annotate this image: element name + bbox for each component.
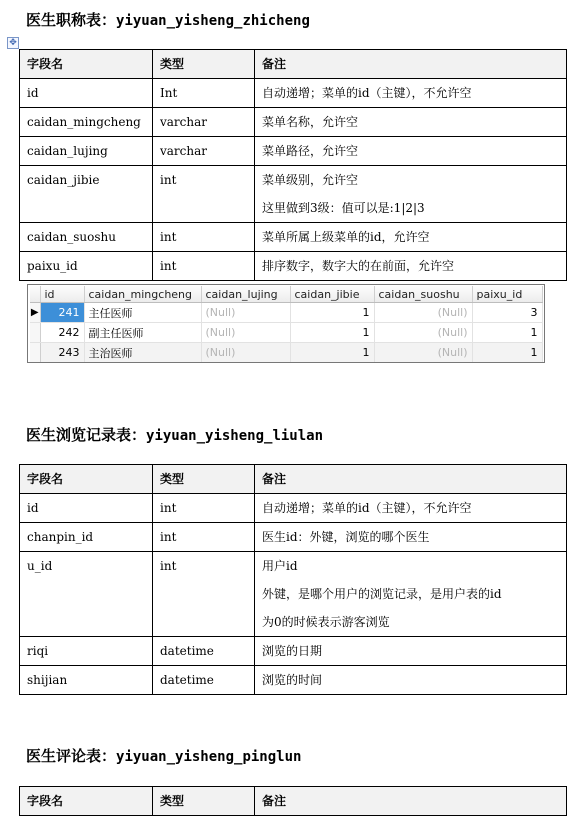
grid-cell-caidan-jibie[interactable]: 1 bbox=[290, 323, 374, 343]
grid-column-header[interactable]: id bbox=[40, 286, 84, 303]
column-header: 字段名 bbox=[20, 465, 153, 494]
column-header: 备注 bbox=[255, 50, 567, 79]
row-indicator[interactable] bbox=[30, 343, 40, 363]
grid-row[interactable] bbox=[30, 323, 542, 343]
column-header: 字段名 bbox=[20, 50, 153, 79]
note-line: 自动递增；菜单的id（主键），不允许空 bbox=[262, 86, 472, 100]
table-row bbox=[20, 523, 567, 552]
column-header: 类型 bbox=[153, 787, 255, 816]
grid-cell-caidan-lujing[interactable]: (Null) bbox=[201, 303, 290, 323]
table-row bbox=[20, 252, 567, 281]
section-title-pinglun bbox=[26, 745, 301, 766]
grid-cell-caidan-jibie[interactable]: 1 bbox=[290, 343, 374, 363]
field-name-cell: id bbox=[20, 79, 153, 108]
grid-cell-caidan-suoshu[interactable]: (Null) bbox=[374, 303, 472, 323]
title-cn: 医生浏览记录表： bbox=[26, 426, 147, 444]
grid-column-header[interactable]: paixu_id bbox=[472, 286, 542, 303]
grid-row[interactable] bbox=[30, 303, 542, 323]
field-type-cell: datetime bbox=[153, 637, 255, 666]
field-type-cell: int bbox=[153, 552, 255, 637]
note-line: 这里做到3级：值可以是:1|2|3 bbox=[262, 201, 425, 215]
column-header: 类型 bbox=[153, 465, 255, 494]
section-title-liulan bbox=[26, 424, 323, 445]
table-row bbox=[20, 137, 567, 166]
field-name-cell: paixu_id bbox=[20, 252, 153, 281]
grid-cell-caidan-suoshu[interactable]: (Null) bbox=[374, 343, 472, 363]
field-note-cell bbox=[255, 523, 567, 552]
field-type-cell: int bbox=[153, 523, 255, 552]
table-liulan bbox=[19, 464, 567, 695]
field-type-cell: Int bbox=[153, 79, 255, 108]
header-row bbox=[20, 787, 567, 816]
grid-cell-caidan-lujing[interactable]: (Null) bbox=[201, 323, 290, 343]
field-note-cell bbox=[255, 137, 567, 166]
grid-cell-caidan-suoshu[interactable]: (Null) bbox=[374, 323, 472, 343]
note-line: 菜单级别，允许空 bbox=[262, 173, 359, 187]
row-indicator[interactable]: ▶ bbox=[30, 303, 40, 323]
title-table-name: yiyuan_yisheng_liulan bbox=[146, 428, 324, 444]
note-line: 菜单路径，允许空 bbox=[262, 144, 359, 158]
table-row bbox=[20, 666, 567, 695]
grid-cell-caidan-jibie[interactable]: 1 bbox=[290, 303, 374, 323]
title-table-name: yiyuan_yisheng_pinglun bbox=[116, 749, 302, 765]
note-line: 排序数字，数字大的在前面，允许空 bbox=[262, 259, 455, 273]
note-line: 用户id bbox=[262, 559, 298, 573]
table-row bbox=[20, 79, 567, 108]
row-indicator-header bbox=[30, 286, 40, 303]
grid-cell-paixu-id[interactable]: 3 bbox=[472, 303, 542, 323]
column-header: 字段名 bbox=[20, 787, 153, 816]
note-line: 浏览的时间 bbox=[262, 673, 323, 687]
field-name-cell: caidan_jibie bbox=[20, 166, 153, 223]
note-line: 菜单所属上级菜单的id，允许空 bbox=[262, 230, 430, 244]
field-note-cell bbox=[255, 252, 567, 281]
note-line: 为0的时候表示游客浏览 bbox=[262, 615, 390, 629]
note-line: 医生id：外键，浏览的哪个医生 bbox=[262, 530, 430, 544]
grid-cell-caidan-mingcheng[interactable]: 主任医师 bbox=[84, 303, 201, 323]
field-name-cell: chanpin_id bbox=[20, 523, 153, 552]
table-row bbox=[20, 552, 567, 637]
note-line: 自动递增；菜单的id（主键），不允许空 bbox=[262, 501, 472, 515]
row-indicator[interactable] bbox=[30, 323, 40, 343]
field-name-cell: caidan_lujing bbox=[20, 137, 153, 166]
column-header: 备注 bbox=[255, 787, 567, 816]
grid-cell-id[interactable]: 243 bbox=[40, 343, 84, 363]
grid-cell-id[interactable]: 241 bbox=[40, 303, 84, 323]
field-note-cell bbox=[255, 223, 567, 252]
grid-column-header[interactable]: caidan_jibie bbox=[290, 286, 374, 303]
grid-cell-paixu-id[interactable]: 1 bbox=[472, 323, 542, 343]
title-table-name: yiyuan_yisheng_zhicheng bbox=[116, 13, 310, 29]
field-name-cell: riqi bbox=[20, 637, 153, 666]
table-row bbox=[20, 494, 567, 523]
field-type-cell: varchar bbox=[153, 108, 255, 137]
field-note-cell bbox=[255, 637, 567, 666]
db-result-grid[interactable] bbox=[27, 284, 545, 363]
note-line: 外键，是哪个用户的浏览记录，是用户表的id bbox=[262, 587, 502, 601]
field-name-cell: caidan_mingcheng bbox=[20, 108, 153, 137]
field-type-cell: int bbox=[153, 223, 255, 252]
field-note-cell bbox=[255, 79, 567, 108]
grid-column-header[interactable]: caidan_suoshu bbox=[374, 286, 472, 303]
grid-cell-paixu-id[interactable]: 1 bbox=[472, 343, 542, 363]
field-note-cell bbox=[255, 108, 567, 137]
table-row bbox=[20, 108, 567, 137]
field-name-cell: u_id bbox=[20, 552, 153, 637]
column-header: 备注 bbox=[255, 465, 567, 494]
move-anchor-icon[interactable]: ✥ bbox=[7, 37, 19, 49]
field-note-cell bbox=[255, 552, 567, 637]
table-zhicheng bbox=[19, 49, 567, 281]
field-name-cell: id bbox=[20, 494, 153, 523]
header-row bbox=[20, 465, 567, 494]
grid-row[interactable] bbox=[30, 343, 542, 363]
field-note-cell bbox=[255, 166, 567, 223]
table-row bbox=[20, 637, 567, 666]
field-name-cell: caidan_suoshu bbox=[20, 223, 153, 252]
grid-cell-caidan-lujing[interactable]: (Null) bbox=[201, 343, 290, 363]
title-cn: 医生评论表： bbox=[26, 747, 117, 765]
field-note-cell bbox=[255, 666, 567, 695]
grid-cell-id[interactable]: 242 bbox=[40, 323, 84, 343]
title-cn: 医生职称表： bbox=[26, 11, 117, 29]
header-row bbox=[20, 50, 567, 79]
field-type-cell: varchar bbox=[153, 137, 255, 166]
table-row bbox=[20, 166, 567, 223]
grid-cell-caidan-mingcheng[interactable]: 副主任医师 bbox=[84, 323, 201, 343]
field-type-cell: int bbox=[153, 166, 255, 223]
table-row bbox=[20, 223, 567, 252]
note-line: 菜单名称，允许空 bbox=[262, 115, 359, 129]
table-pinglun bbox=[19, 786, 567, 816]
field-type-cell: int bbox=[153, 494, 255, 523]
grid-cell-caidan-mingcheng[interactable]: 主治医师 bbox=[84, 343, 201, 363]
field-type-cell: datetime bbox=[153, 666, 255, 695]
note-line: 浏览的日期 bbox=[262, 644, 323, 658]
field-name-cell: shijian bbox=[20, 666, 153, 695]
section-title-zhicheng bbox=[26, 9, 310, 30]
field-note-cell bbox=[255, 494, 567, 523]
grid-column-header[interactable]: caidan_lujing bbox=[201, 286, 290, 303]
field-type-cell: int bbox=[153, 252, 255, 281]
grid-column-header[interactable]: caidan_mingcheng bbox=[84, 286, 201, 303]
column-header: 类型 bbox=[153, 50, 255, 79]
